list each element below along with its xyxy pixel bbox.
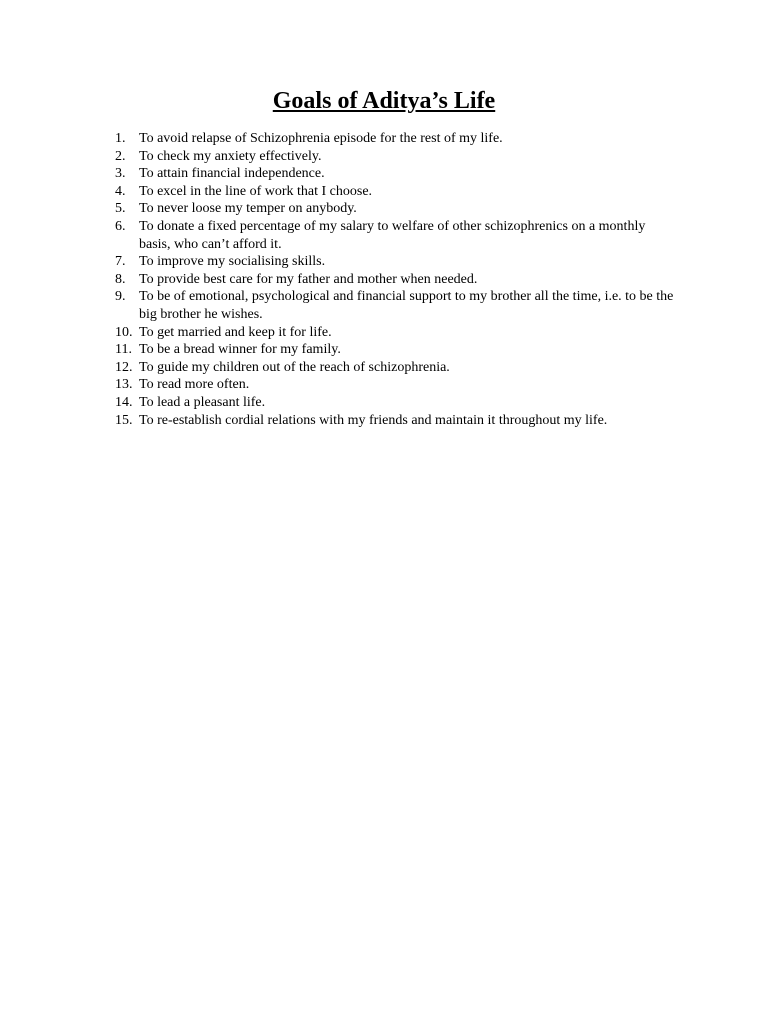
list-item-number: 7. — [115, 254, 126, 270]
list-item — [115, 288, 675, 323]
list-item — [115, 412, 675, 430]
list-item — [115, 394, 675, 412]
list-item — [115, 218, 675, 253]
list-item — [115, 148, 675, 166]
list-item — [115, 200, 675, 218]
list-item-text: To attain financial independence. — [139, 166, 325, 182]
list-item — [115, 271, 675, 289]
list-item — [115, 376, 675, 394]
list-item — [115, 183, 675, 201]
list-item-number: 2. — [115, 148, 126, 164]
list-item-text: To never loose my temper on anybody. — [139, 201, 357, 217]
list-item — [115, 359, 675, 377]
list-item-number: 13. — [115, 377, 133, 393]
list-item-number: 6. — [115, 218, 126, 234]
list-item-text: To re-establish cordial relations with my friends and maintain it throughout my life. — [139, 412, 608, 428]
list-item-number: 15. — [115, 412, 133, 428]
list-item-text: To donate a fixed percentage of my salary to welfare of other schizophrenics on a monthly basis, who can’t afford it. — [139, 218, 646, 252]
list-item-number: 12. — [115, 359, 133, 375]
list-item-number: 8. — [115, 271, 126, 287]
list-item-text: To avoid relapse of Schizophrenia episode for the rest of my life. — [139, 131, 503, 146]
list-item-text: To be a bread winner for my family. — [139, 342, 341, 358]
list-item-number: 4. — [115, 183, 126, 199]
list-item-number: 9. — [115, 289, 126, 305]
list-item — [115, 324, 675, 342]
list-item-text: To get married and keep it for life. — [139, 324, 332, 340]
list-item — [115, 341, 675, 359]
list-item-text: To be of emotional, psychological and financial support to my brother all the time, i.e. to be the big brother he wishes. — [139, 289, 674, 322]
list-item-text: To read more often. — [139, 377, 250, 393]
list-item — [115, 130, 675, 148]
list-item-text: To excel in the line of work that I choose. — [139, 183, 373, 199]
list-item-number: 1. — [115, 131, 126, 146]
list-item-text: To check my anxiety effectively. — [139, 148, 322, 164]
page-title: Goals of Aditya’s Life — [272, 88, 496, 114]
list-item-text: To provide best care for my father and mother when needed. — [139, 271, 478, 287]
list-item-text: To improve my socialising skills. — [139, 254, 326, 270]
list-item-text: To lead a pleasant life. — [139, 394, 266, 410]
list-item-number: 3. — [115, 166, 126, 182]
list-item-text: To guide my children out of the reach of schizophrenia. — [139, 359, 450, 375]
list-item — [115, 253, 675, 271]
list-item-number: 11. — [115, 342, 132, 358]
list-item-number: 14. — [115, 394, 133, 410]
list-item-number: 5. — [115, 201, 126, 217]
list-item-number: 10. — [115, 324, 133, 340]
list-item — [115, 165, 675, 183]
goals-list — [115, 130, 675, 429]
